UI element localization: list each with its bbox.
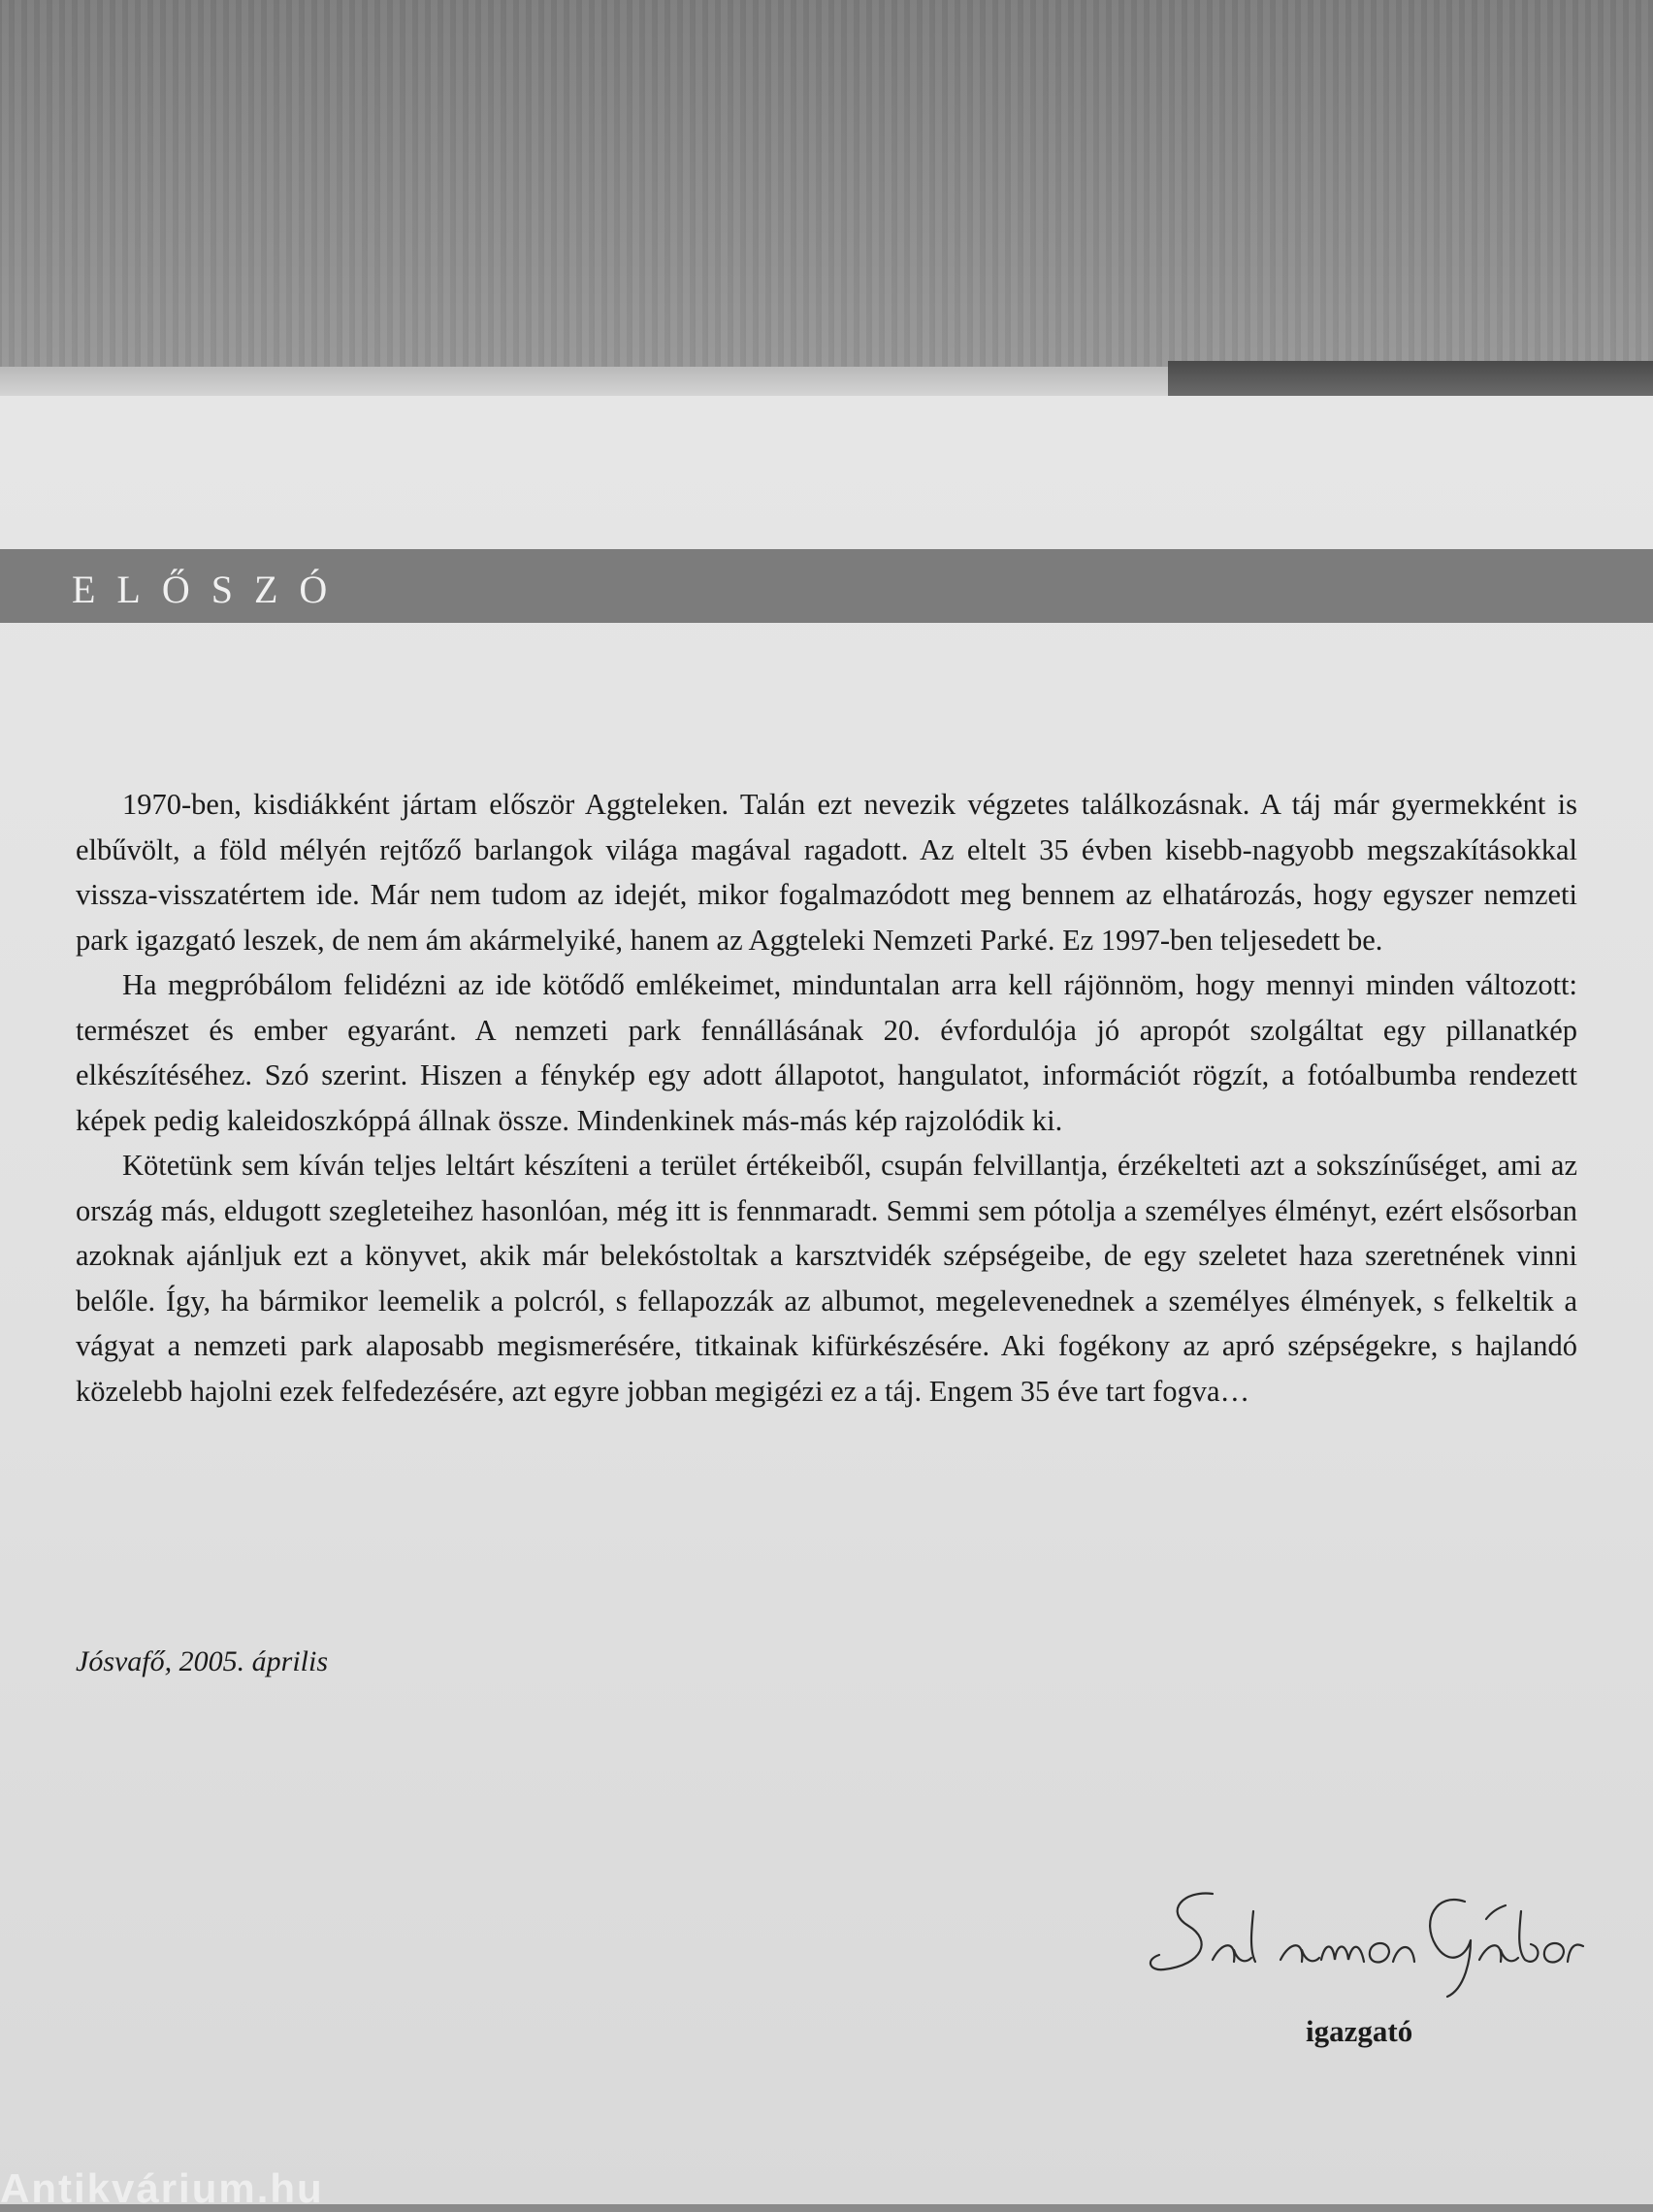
paragraph: Ha megpróbálom felidézni az ide kötődő emlékeimet, minduntalan arra kell rájönnöm, hogy mennyi minden változott: természet és ember egyaránt. A nemzeti park fennállásának 20. évfordulója jó apropót szolgáltat egy pillanatkép elkészítéséhez. Szó szerint. Hiszen a fénykép egy adott állapotot, hangulatot, információt rögzít, a fotóalbumba rendezett képek pedig kaleidoszkóppá állnak össze. Mindenkinek más-más kép rajzolódik ki. — [76, 968, 1577, 1137]
handwritten-signature — [1145, 1872, 1591, 2008]
watermark: Antikvárium.hu — [0, 2165, 324, 2211]
section-title: ELŐSZÓ — [72, 568, 349, 611]
paragraph: Kötetünk sem kíván teljes leltárt készíteni a terület értékeiből, csupán felvillantja, érzékelteti azt a sokszínűséget, ami az ország más, eldugott szegleteihez hasonlóan, még itt is fennmaradt. Semmi sem pótolja a személyes élményt, ezért elsősorban azoknak ajánljuk ezt a könyvet, akik már belekóstoltak a karsztvidék szépségeibe, de egy szeletet haza szeretnének vinni belőle. Így, ha bármikor leemelik a polcról, s fellapozzák az albumot, megelevenednek a személyes élmények, s felkeltik a vágyat a nemzeti park alaposabb megismerésére, titkainak kifürkészésére. Aki fogékony az apró szépségekre, s hajlandó közelebb hajolni ezek felfedezésére, azt egyre jobban megigézi ez a táj. Engem 35 éve tart fogva… — [76, 1149, 1577, 1408]
foreword-body — [76, 782, 1577, 1414]
background-surface — [0, 0, 1653, 407]
book-cover-edge — [1168, 361, 1653, 396]
signer-role: igazgató — [1306, 2014, 1413, 2048]
paragraph: 1970-ben, kisdiákként jártam először Aggteleken. Talán ezt nevezik végzetes találkozásnak. A táj már gyermekként is elbűvölt, a föld mélyén rejtőző barlangok világa magával ragadott. Az eltelt 35 évben kisebb-nagyobb megszakításokkal vissza-visszatértem ide. Már nem tudom az idejét, mikor fogalmazódott meg bennem az elhatározás, hogy egyszer nemzeti park igazgató leszek, de nem ám akármelyiké, hanem az Aggteleki Nemzeti Parké. Ez 1997-ben teljesedett be. — [76, 788, 1577, 957]
dateline: Jósvafő, 2005. április — [76, 1645, 328, 1677]
